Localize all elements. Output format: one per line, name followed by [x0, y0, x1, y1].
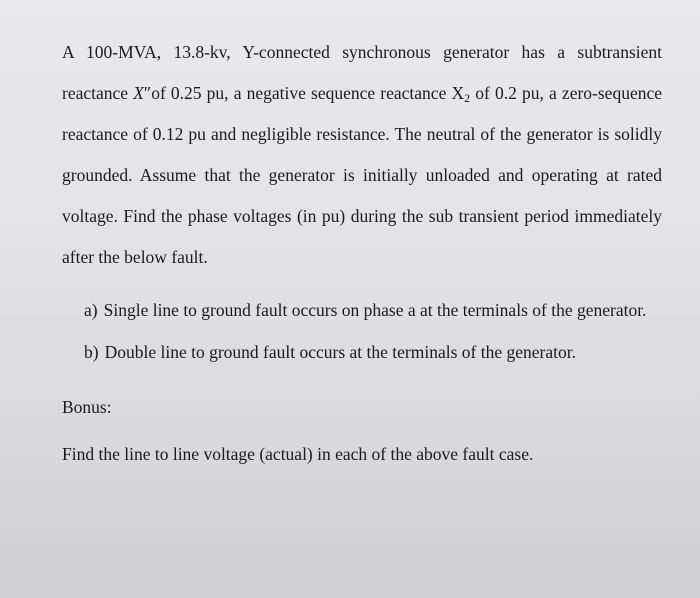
problem-line-2-pre: reactance — [62, 83, 134, 103]
problem-line-1: A 100-MVA, 13.8-kv, Y-connected synchronous generator has a subtransient — [62, 42, 662, 62]
part-a-text: Single line to ground fault occurs on phase a at the terminals of the generator. — [103, 300, 647, 320]
part-a-marker: a) — [84, 300, 98, 320]
problem-line-3: reactance of 0.12 pu and negligible resistance. The neutral of the generator is solidly — [62, 124, 662, 144]
negative-sequence-subscript: 2 — [464, 91, 471, 105]
problem-line-2-mid: of 0.25 pu, a negative sequence reactance X — [151, 83, 465, 103]
part-b — [84, 342, 576, 363]
bonus-label: Bonus: — [62, 397, 112, 417]
problem-line-6: after the below fault. — [62, 247, 208, 267]
problem-line-4: grounded. Assume that the generator is initially unloaded and operating at rated — [62, 165, 662, 185]
problem-line-2-post: of 0.2 pu, a zero-sequence — [470, 83, 662, 103]
bonus-text: Find the line to line voltage (actual) in each of the above fault case. — [62, 444, 534, 464]
part-b-text: Double line to ground fault occurs at the terminals of the generator. — [104, 342, 576, 362]
problem-line-2 — [62, 73, 662, 114]
part-a — [84, 300, 646, 321]
part-b-marker: b) — [84, 342, 99, 362]
double-prime-mark: ″ — [143, 83, 152, 103]
subtransient-reactance-symbol: X — [133, 83, 144, 103]
problem-statement — [62, 32, 662, 278]
problem-line-5: voltage. Find the phase voltages (in pu) during the sub transient period immediately — [62, 206, 662, 226]
